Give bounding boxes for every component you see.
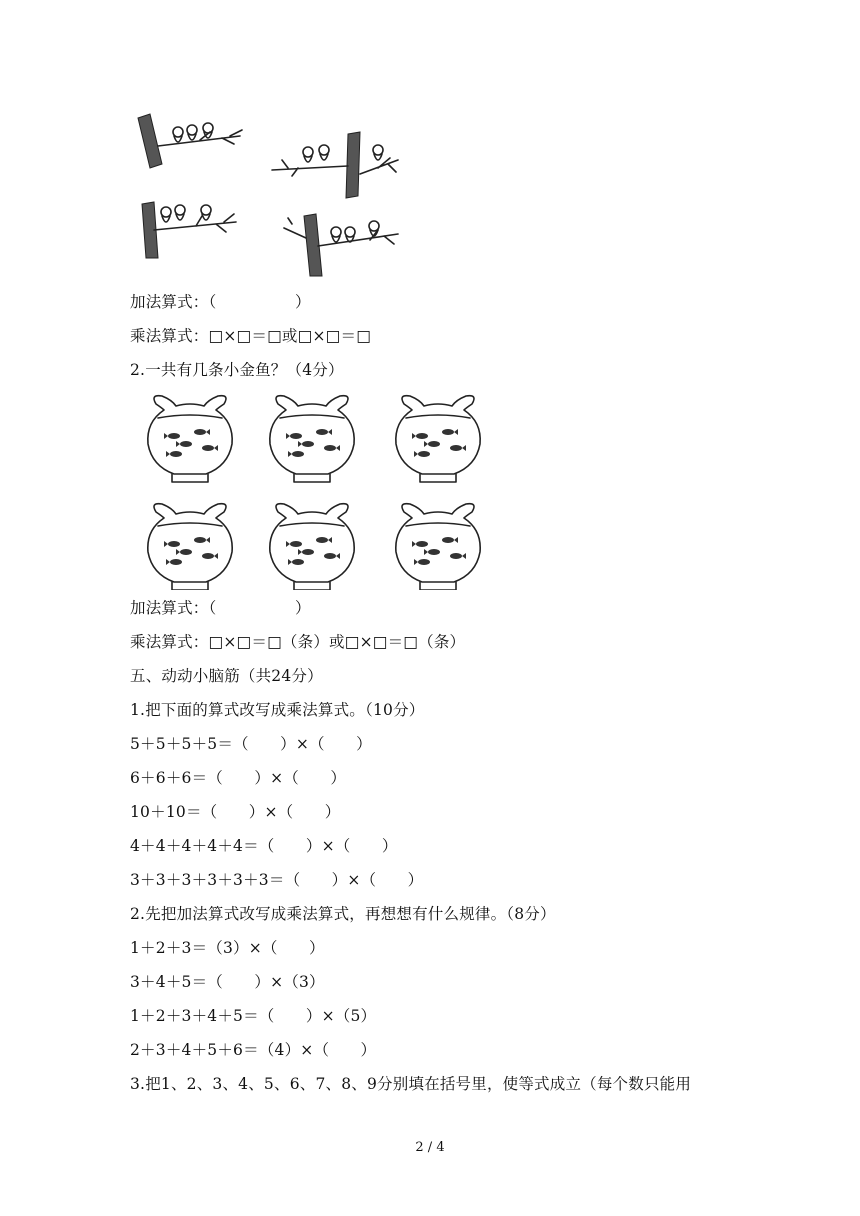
q2-item-4: 2＋3＋4＋5＋6＝（4）×（ ） [130, 1041, 377, 1059]
q2-item-2: 3＋4＋5＝（ ）×（3） [130, 973, 325, 991]
fishbowl-illustrations [140, 390, 500, 590]
birds-on-branch-illustration-2 [268, 130, 408, 200]
q2-item-1: 1＋2＋3＝（3）×（ ） [130, 939, 325, 957]
q1-item-2: 6＋6＋6＝（ ）×（ ） [130, 769, 347, 787]
problem2-multiplication-line: 乘法算式：□×□＝□（条）或□×□＝□（条） [130, 633, 466, 651]
problem1-addition-line: 加法算式：（ ） [130, 293, 311, 311]
q1-item-3: 10＋10＝（ ）×（ ） [130, 803, 341, 821]
section5-q3-title: 3.把1、2、3、4、5、6、7、8、9分别填在括号里，使等式成立（每个数只能用 [130, 1075, 692, 1093]
birds-on-branch-illustration-1 [130, 110, 250, 170]
q2-item-3: 1＋2＋3＋4＋5＝（ ）×（5） [130, 1007, 377, 1025]
q1-item-1: 5＋5＋5＋5＝（ ）×（ ） [130, 735, 372, 753]
problem1-multiplication-line: 乘法算式：□×□＝□或□×□＝□ [130, 327, 372, 345]
page-number: 2 / 4 [415, 1140, 445, 1155]
birds-on-branch-illustration-4 [280, 212, 402, 278]
section5-q1-title: 1.把下面的算式改写成乘法算式。（10分） [130, 701, 425, 719]
q1-item-5: 3＋3＋3＋3＋3＋3＝（ ）×（ ） [130, 871, 424, 889]
section5-title: 五、动动小脑筋（共24分） [130, 667, 323, 685]
q1-item-4: 4＋4＋4＋4＋4＝（ ）×（ ） [130, 837, 398, 855]
problem2-title: 2.一共有几条小金鱼？（4分） [130, 361, 344, 379]
problem2-addition-line: 加法算式：（ ） [130, 599, 311, 617]
birds-on-branch-illustration-3 [136, 196, 246, 260]
section5-q2-title: 2.先把加法算式改写成乘法算式，再想想有什么规律。（8分） [130, 905, 556, 923]
